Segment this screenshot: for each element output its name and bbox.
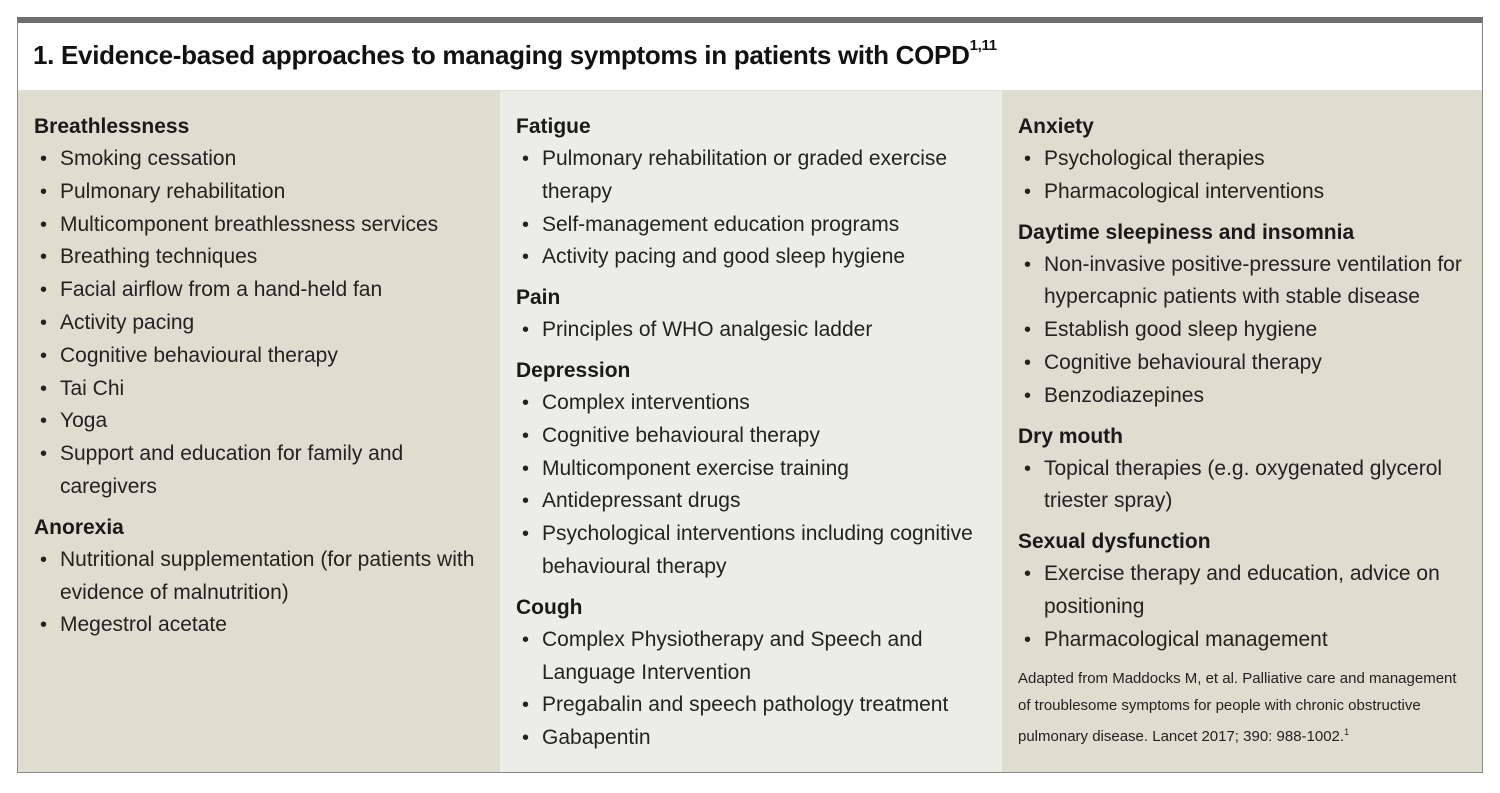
list-item: • Establish good sleep hygiene	[1018, 314, 1466, 347]
approach-list	[1018, 249, 1466, 413]
section-heading: Anorexia	[34, 515, 124, 539]
approach-list	[516, 387, 986, 584]
list-item: • Pulmonary rehabilitation or graded exercise therapy	[516, 143, 986, 209]
symptom-section	[1018, 526, 1466, 656]
list-item: • Pulmonary rehabilitation	[34, 176, 484, 209]
list-item: • Multicomponent breathlessness services	[34, 209, 484, 242]
list-item: • Activity pacing and good sleep hygiene	[516, 241, 986, 274]
symptom-section	[516, 355, 986, 584]
list-item: • Nutritional supplementation (for patients with evidence of malnutrition)	[34, 544, 484, 610]
approach-list	[1018, 143, 1466, 209]
symptom-section	[516, 592, 986, 755]
section-heading: Sexual dysfunction	[1018, 530, 1211, 554]
list-item: • Topical therapies (e.g. oxygenated glycerol triester spray)	[1018, 453, 1466, 519]
approach-list	[34, 143, 484, 504]
section-heading: Anxiety	[1018, 115, 1094, 138]
list-item: • Pharmacological management	[1018, 624, 1466, 657]
symptom-section	[34, 111, 484, 504]
column-1	[18, 91, 500, 772]
approach-list	[1018, 453, 1466, 519]
list-item: • Pharmacological interventions	[1018, 176, 1466, 209]
list-item: • Facial airflow from a hand-held fan	[34, 274, 484, 307]
evidence-table	[17, 17, 1483, 773]
title-text: 1. Evidence-based approaches to managing symptoms in patients with COPD	[33, 40, 970, 70]
source-note	[1018, 665, 1466, 750]
list-item: • Megestrol acetate	[34, 609, 484, 642]
symptom-section	[1018, 217, 1466, 413]
list-item: • Cognitive behavioural therapy	[1018, 347, 1466, 380]
page-title	[33, 37, 997, 71]
list-item: • Benzodiazepines	[1018, 380, 1466, 413]
list-item: • Psychological interventions including cognitive behavioural therapy	[516, 518, 986, 584]
list-item: • Activity pacing	[34, 307, 484, 340]
list-item: • Antidepressant drugs	[516, 485, 986, 518]
column-2	[500, 91, 1002, 772]
section-heading: Daytime sleepiness and insomnia	[1018, 220, 1355, 244]
list-item: • Breathing techniques	[34, 241, 484, 274]
symptom-section	[34, 512, 484, 642]
list-item: • Psychological therapies	[1018, 143, 1466, 176]
section-heading: Breathlessness	[34, 115, 190, 138]
list-item: • Self-management education programs	[516, 209, 986, 242]
list-item: • Complex Physiotherapy and Speech and Language Intervention	[516, 624, 986, 690]
list-item: • Multicomponent exercise training	[516, 453, 986, 486]
list-item: • Exercise therapy and education, advice on positioning	[1018, 558, 1466, 624]
title-bar	[18, 23, 1482, 91]
list-item: • Principles of WHO analgesic ladder	[516, 314, 986, 347]
section-heading: Depression	[516, 358, 631, 382]
source-superscript: 1	[1344, 726, 1350, 737]
symptom-section	[1018, 421, 1466, 519]
section-heading: Cough	[516, 595, 583, 619]
approach-list	[516, 624, 986, 755]
list-item: • Smoking cessation	[34, 143, 484, 176]
symptom-section	[1018, 111, 1466, 209]
list-item: • Tai Chi	[34, 373, 484, 406]
list-item: • Gabapentin	[516, 722, 986, 755]
symptom-section	[516, 111, 986, 274]
approach-list	[34, 544, 484, 642]
approach-list	[1018, 558, 1466, 656]
list-item: • Cognitive behavioural therapy	[34, 340, 484, 373]
approach-list	[516, 314, 986, 347]
list-item: • Pregabalin and speech pathology treatment	[516, 689, 986, 722]
list-item: • Support and education for family and caregivers	[34, 438, 484, 504]
source-text: Adapted from Maddocks M, et al. Palliative care and management of troublesome symptoms for people with chronic obstructive pulmonary disease. Lancet 2017; 390: 988-1002.	[1018, 669, 1457, 745]
section-heading: Pain	[516, 286, 561, 310]
list-item: • Yoga	[34, 405, 484, 438]
list-item: • Complex interventions	[516, 387, 986, 420]
column-3	[1002, 91, 1482, 772]
list-item: • Non-invasive positive-pressure ventilation for hypercapnic patients with stable disease	[1018, 249, 1466, 315]
title-superscript: 1,11	[969, 37, 997, 54]
symptom-section	[516, 282, 986, 347]
section-heading: Dry mouth	[1018, 424, 1123, 448]
list-item: • Cognitive behavioural therapy	[516, 420, 986, 453]
approach-list	[516, 143, 986, 274]
section-heading: Fatigue	[516, 115, 591, 138]
